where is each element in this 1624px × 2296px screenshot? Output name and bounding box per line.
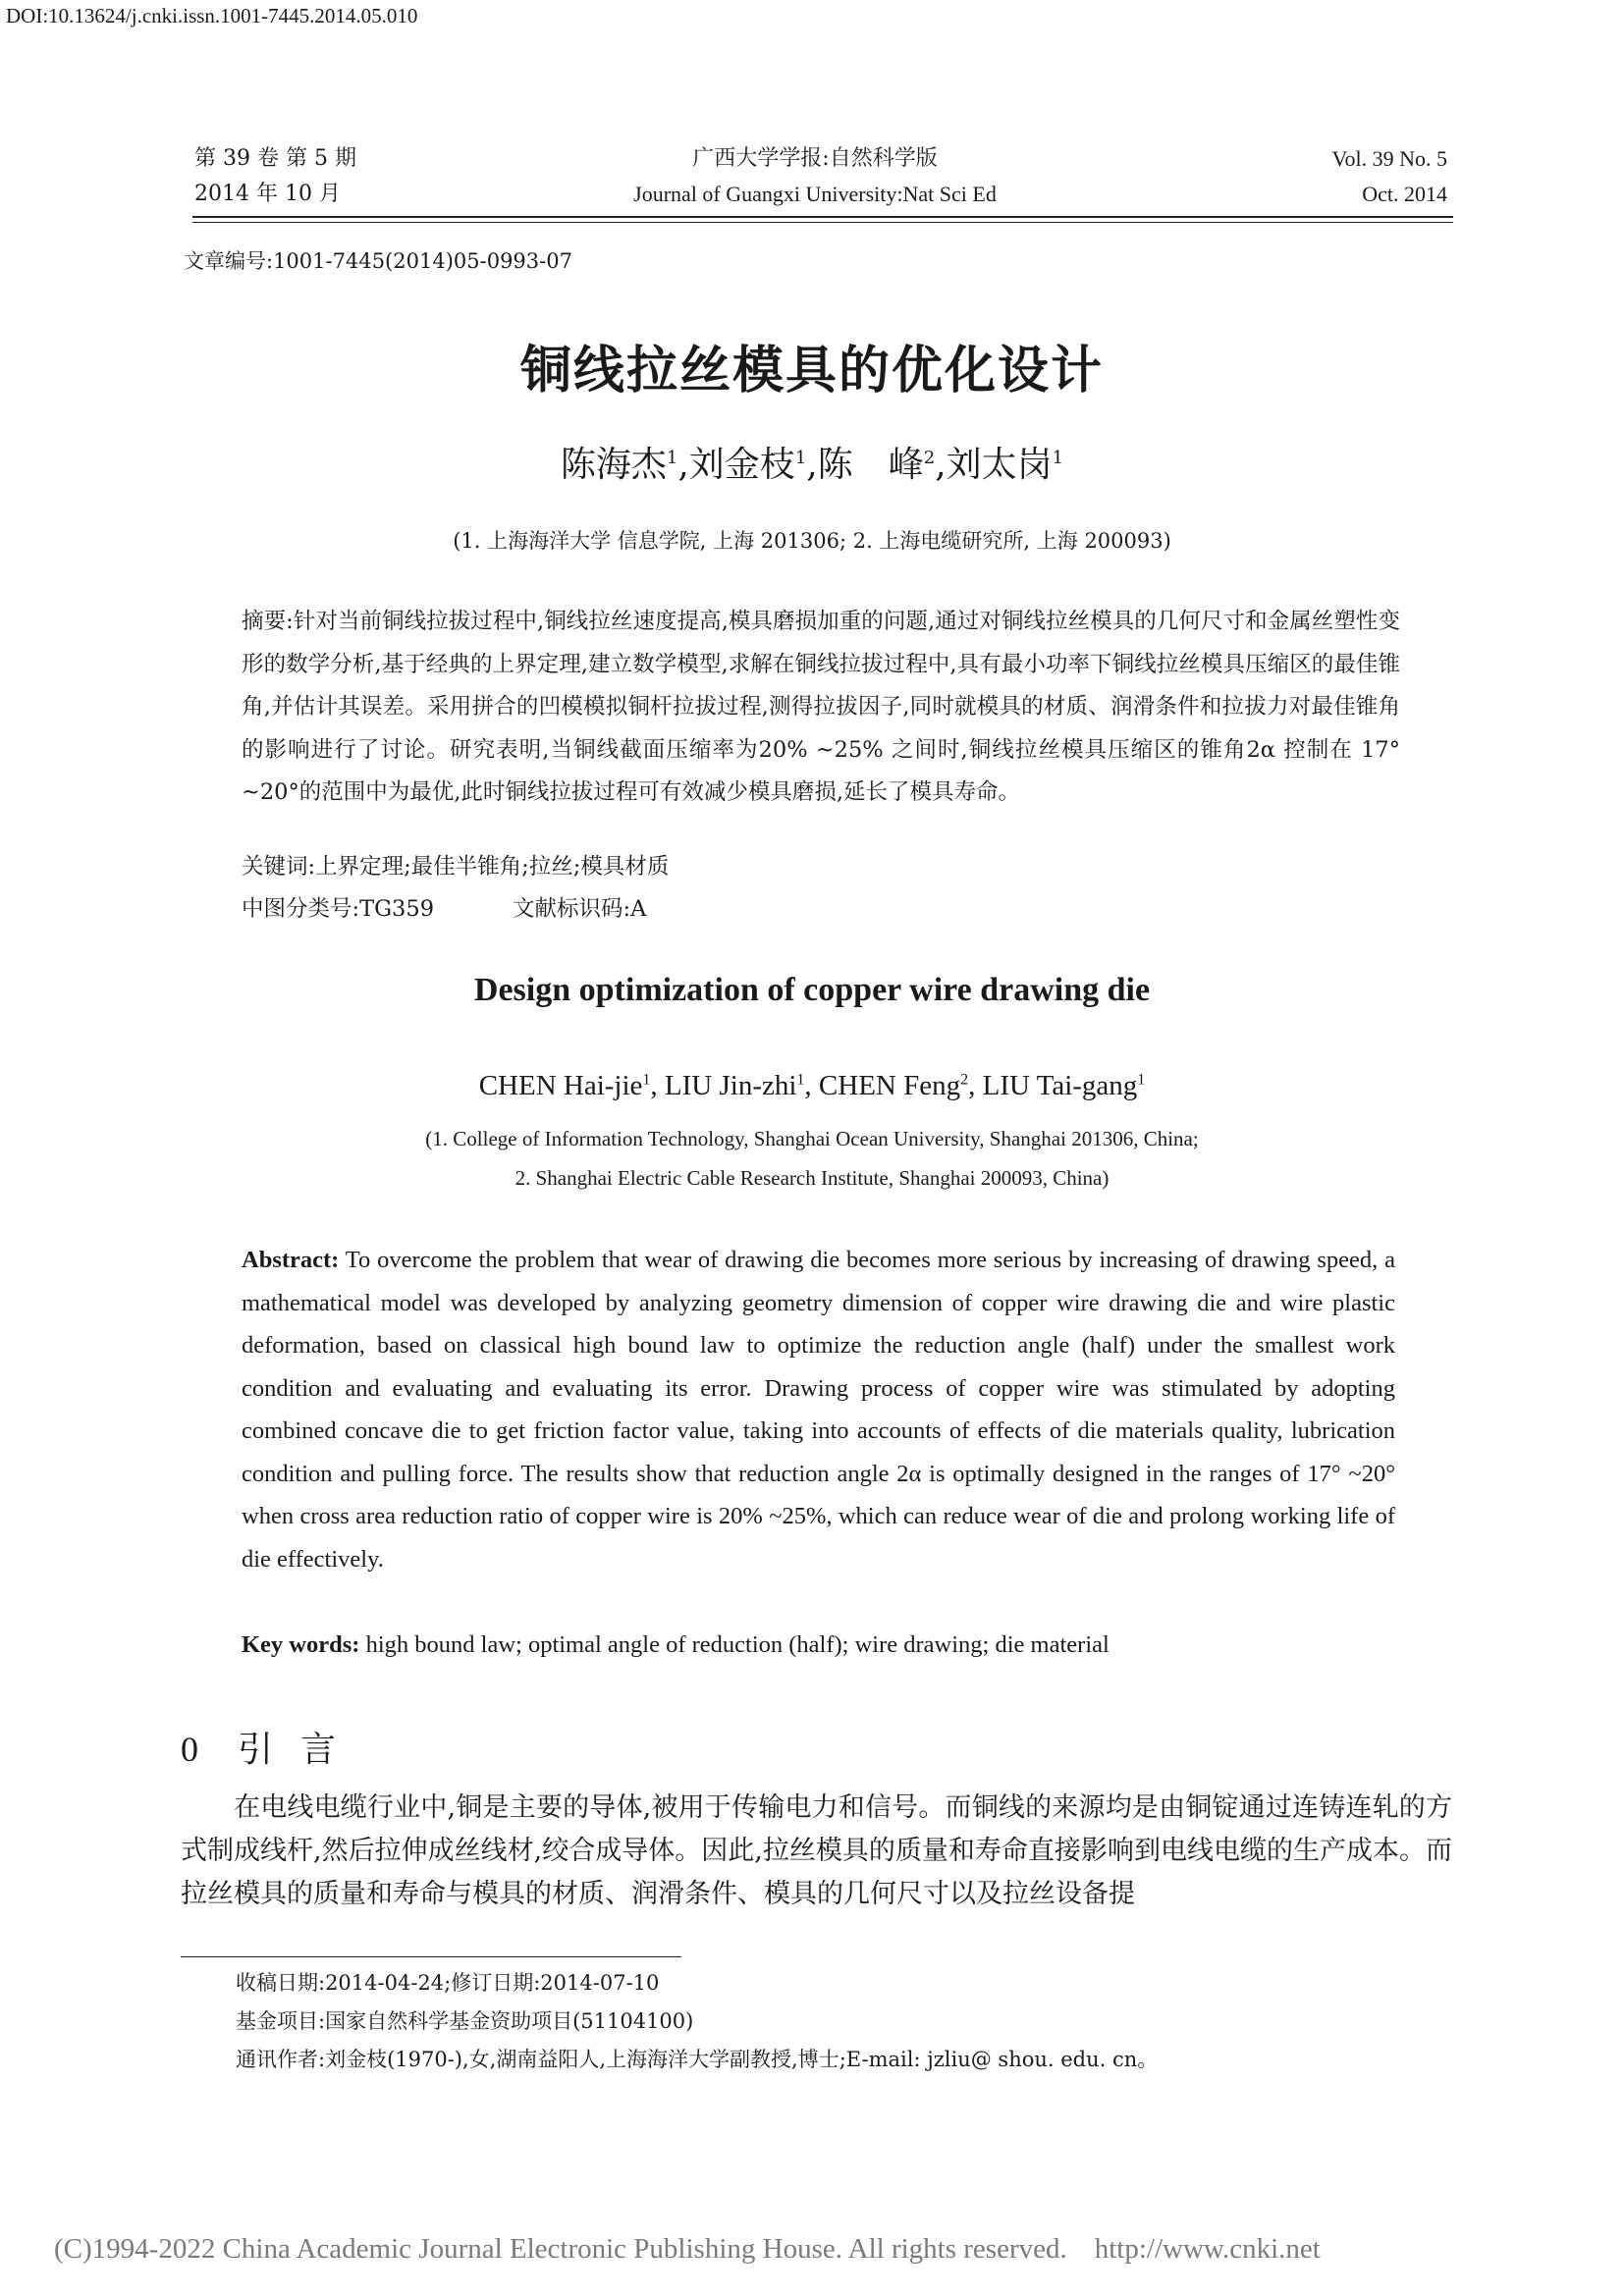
header-date-cn: 2014 年 10 月 [194,182,341,206]
abstract-en-text: To overcome the problem that wear of drawing die becomes more serious by increasing of drawing speed, a mathematical model was developed by analyzing geometry dimension of copper wire drawing die and wire plastic deformation, based on classical high bound law to optimize the reduction angle (half) under the smallest work condition and evaluating and evaluating its error. Drawing process of copper wire was stimulated by adopting combined concave die to get friction factor value, taking into accounts of effects of die materials quality, lubrication condition and pulling force. The results show that reduction angle 2α is optimally designed in the ranges of 17° ~20° when cross area reduction ratio of copper wire is 20% ~25%, which can reduce wear of die and prolong working life of die effectively. [242,1247,1395,1573]
authors-en: CHEN Hai-jie$^1$, LIU Jin-zhi$^1$, CHEN Feng$^2$, LIU Tai-gang$^1$ [478,1070,1146,1101]
author-cn: 陈海杰 [560,445,667,485]
affiliation-en [0,1119,1624,1198]
abstract-cn [242,601,1400,815]
section-title: 引言 [238,1730,364,1770]
author-sup: 1 [1137,1071,1146,1089]
footnote-received: 收稿日期:2014-04-24;修订日期:2014-07-10 [236,1971,660,1995]
document-code: 文献标识码:A [513,896,647,922]
header-journal [550,141,1080,212]
keywords-cn: 关键词:上界定理;最佳半锥角;拉丝;模具材质 [242,854,670,880]
body-text [181,1787,1452,1916]
header-volume-issue: 第 39 卷 第 5 期 [194,146,356,171]
author-sup: 1 [1052,448,1064,468]
author-en: CHEN Feng [818,1070,961,1101]
author-sup: 1 [642,1071,651,1089]
article-number: 文章编号:1001-7445(2014)05-0993-07 [184,249,572,273]
header-rule [192,216,1453,218]
footnote-author: 通讯作者:刘金枝(1970-),女,湖南益阳人,上海海洋大学副教授,博士;E-mail: jzliu@ shou. edu. cn。 [236,2048,1159,2071]
header-journal-cn: 广西大学学报:自然科学版 [692,146,938,171]
author-sup: 1 [794,448,807,468]
authors-cn: 陈海杰$^1$,刘金枝$^1$,陈 峰$^2$,刘太岗$^1$ [560,445,1064,485]
footnote-rule [181,1956,681,1957]
author-sup: 2 [923,448,936,468]
keywords-en-text: high bound law; optimal angle of reduction (half); wire drawing; die material [359,1631,1110,1658]
abstract-en [242,1239,1395,1580]
title-en: Design optimization of copper wire drawing die [473,972,1151,1008]
header-journal-en: Journal of Guangxi University:Nat Sci Ed [633,182,997,206]
classification-cn [242,888,646,932]
abstract-en-label: Abstract: [242,1247,340,1273]
abstract-cn-text: 摘要:针对当前铜线拉拔过程中,铜线拉丝速度提高,模具磨损加重的问题,通过对铜线拉丝模具的几何尺寸和金属丝塑性变形的数学分析,基于经典的上界定理,建立数学模型,求解在铜线拉拔过程中,具有最小功率下铜线拉丝模具压缩区的最佳锥角,并估计其误差。采用拼合的凹模模拟铜杆拉拔过程,测得拉拔因子,同时就模具的材质、润滑条件和拉拔力对最佳锥角的影响进行了讨论。研究表明,当铜线截面压缩率为20% ~25% 之间时,铜线拉丝模具压缩区的锥角2α 控制在 17° ~20°的范围中为最优,此时铜线拉拔过程可有效减少模具磨损,延长了模具寿命。 [242,609,1400,805]
affiliation-cn: (1. 上海海洋大学 信息学院, 上海 201306; 2. 上海电缆研究所, 上海 200093) [453,529,1171,553]
header-date-en: Oct. 2014 [1362,182,1447,206]
author-sup: 1 [796,1071,805,1089]
title-cn: 铜线拉丝模具的优化设计 [519,341,1104,400]
keywords-en-label: Key words: [242,1631,360,1658]
author-en: LIU Tai-gang [982,1070,1138,1101]
section-heading [181,1722,363,1772]
doi-line: DOI:10.13624/j.cnki.issn.1001-7445.2014.05.010 [6,4,418,27]
footer [54,2233,1321,2266]
section-number: 0 [181,1730,198,1769]
author-sup: 1 [666,448,678,468]
keywords-en [242,1624,1110,1667]
author-cn: 陈 峰 [817,445,924,485]
body-paragraph: 在电线电缆行业中,铜是主要的导体,被用于传输电力和信号。而铜线的来源均是由铜锭通过连铸连轧的方式制成线杆,然后拉伸成丝线材,绞合成导体。因此,拉丝模具的质量和寿命直接影响到电线电缆的生产成本。而拉丝模具的质量和寿命与模具的材质、润滑条件、模具的几何尺寸以及拉丝设备提 [181,1792,1452,1909]
footer-url[interactable]: http://www.cnki.net [1094,2233,1321,2265]
affiliation-en-line: 2. Shanghai Electric Cable Research Institute, Shanghai 200093, China) [514,1166,1110,1190]
author-cn: 刘太岗 [946,445,1053,485]
affiliation-en-line: (1. College of Information Technology, Shanghai Ocean University, Shanghai 201306, China; [425,1127,1199,1150]
header-vol-en [1159,141,1447,212]
footer-copyright: (C)1994-2022 China Academic Journal Electronic Publishing House. All rights reserved. [54,2233,1067,2265]
author-en: CHEN Hai-jie [478,1070,643,1101]
header-volume [194,141,356,212]
header-vol-no: Vol. 39 No. 5 [1331,146,1447,171]
header-rule-thin [192,222,1453,223]
footnote-fund: 基金项目:国家自然科学基金资助项目(51104100) [236,2009,694,2033]
author-sup: 2 [960,1071,969,1089]
clc-number: 中图分类号:TG359 [242,896,435,922]
author-cn: 刘金枝 [688,445,795,485]
author-en: LIU Jin-zhi [664,1070,797,1101]
